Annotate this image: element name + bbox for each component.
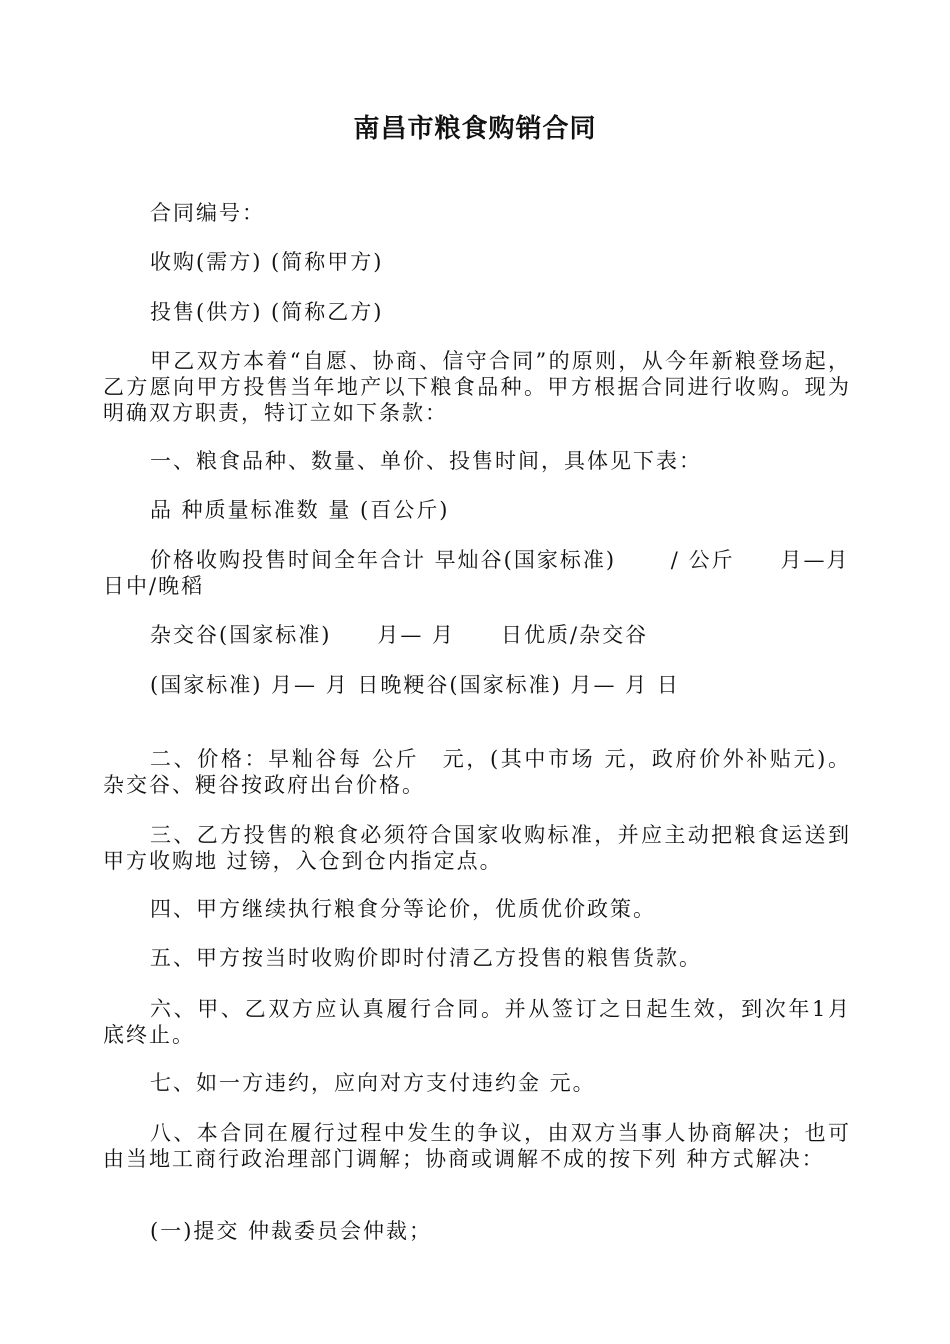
table-header-line: 品 种质量标准数 量 (百公斤) <box>150 498 450 522</box>
table-row-late-rice: (国家标准) 月— 月 日晚粳谷(国家标准) 月— 月 日 <box>150 673 680 697</box>
contract-number-line: 合同编号： <box>150 201 265 225</box>
clause-5-payment: 五、甲方按当时收购价即时付清乙方投售的粮售货款。 <box>150 946 702 970</box>
document-title: 南昌市粮食购销合同 <box>353 114 597 144</box>
dispute-option-1: (一)提交 仲裁委员会仲裁； <box>150 1219 433 1243</box>
clause-3-standard: 三、乙方投售的粮食必须符合国家收购标准，并应主动把粮食运送到甲方收购地 过镑，入仓到仓内指定点。 <box>103 823 851 873</box>
buyer-line: 收购(需方) (简称甲方) <box>150 250 384 274</box>
clause-6-validity: 六、甲、乙双方应认真履行合同。并从签订之日起生效，到次年1月底终止。 <box>103 997 851 1047</box>
preamble-paragraph: 甲乙双方本着“自愿、协商、信守合同”的原则，从今年新粮登场起，乙方愿向甲方投售当年地产以下粮食品种。甲方根据合同进行收购。现为明确双方职责，特订立如下条款： <box>103 349 851 425</box>
table-row-hybrid-rice: 杂交谷(国家标准) 月— 月 日优质/杂交谷 <box>150 623 649 647</box>
clause-8-dispute: 八、本合同在履行过程中发生的争议，由双方当事人协商解决；也可由当地工商行政治理部门调解；协商或调解不成的按下列 种方式解决： <box>103 1121 851 1171</box>
table-row-early-rice: 价格收购投售时间全年合计 早灿谷(国家标准) / 公斤 月—月 日中/晚稻 <box>103 548 873 598</box>
seller-line: 投售(供方) (简称乙方) <box>150 300 384 324</box>
clause-4-grading: 四、甲方继续执行粮食分等论价，优质优价政策。 <box>150 897 656 921</box>
clause-2-price: 二、价格：早籼谷每 公斤 元，(其中市场 元，政府价外补贴元)。杂交谷、粳谷按政府出台价格。 <box>103 747 851 797</box>
clause-1-heading: 一、粮食品种、数量、单价、投售时间，具体见下表： <box>150 449 702 473</box>
clause-7-breach: 七、如一方违约，应向对方支付违约金 元。 <box>150 1071 596 1095</box>
